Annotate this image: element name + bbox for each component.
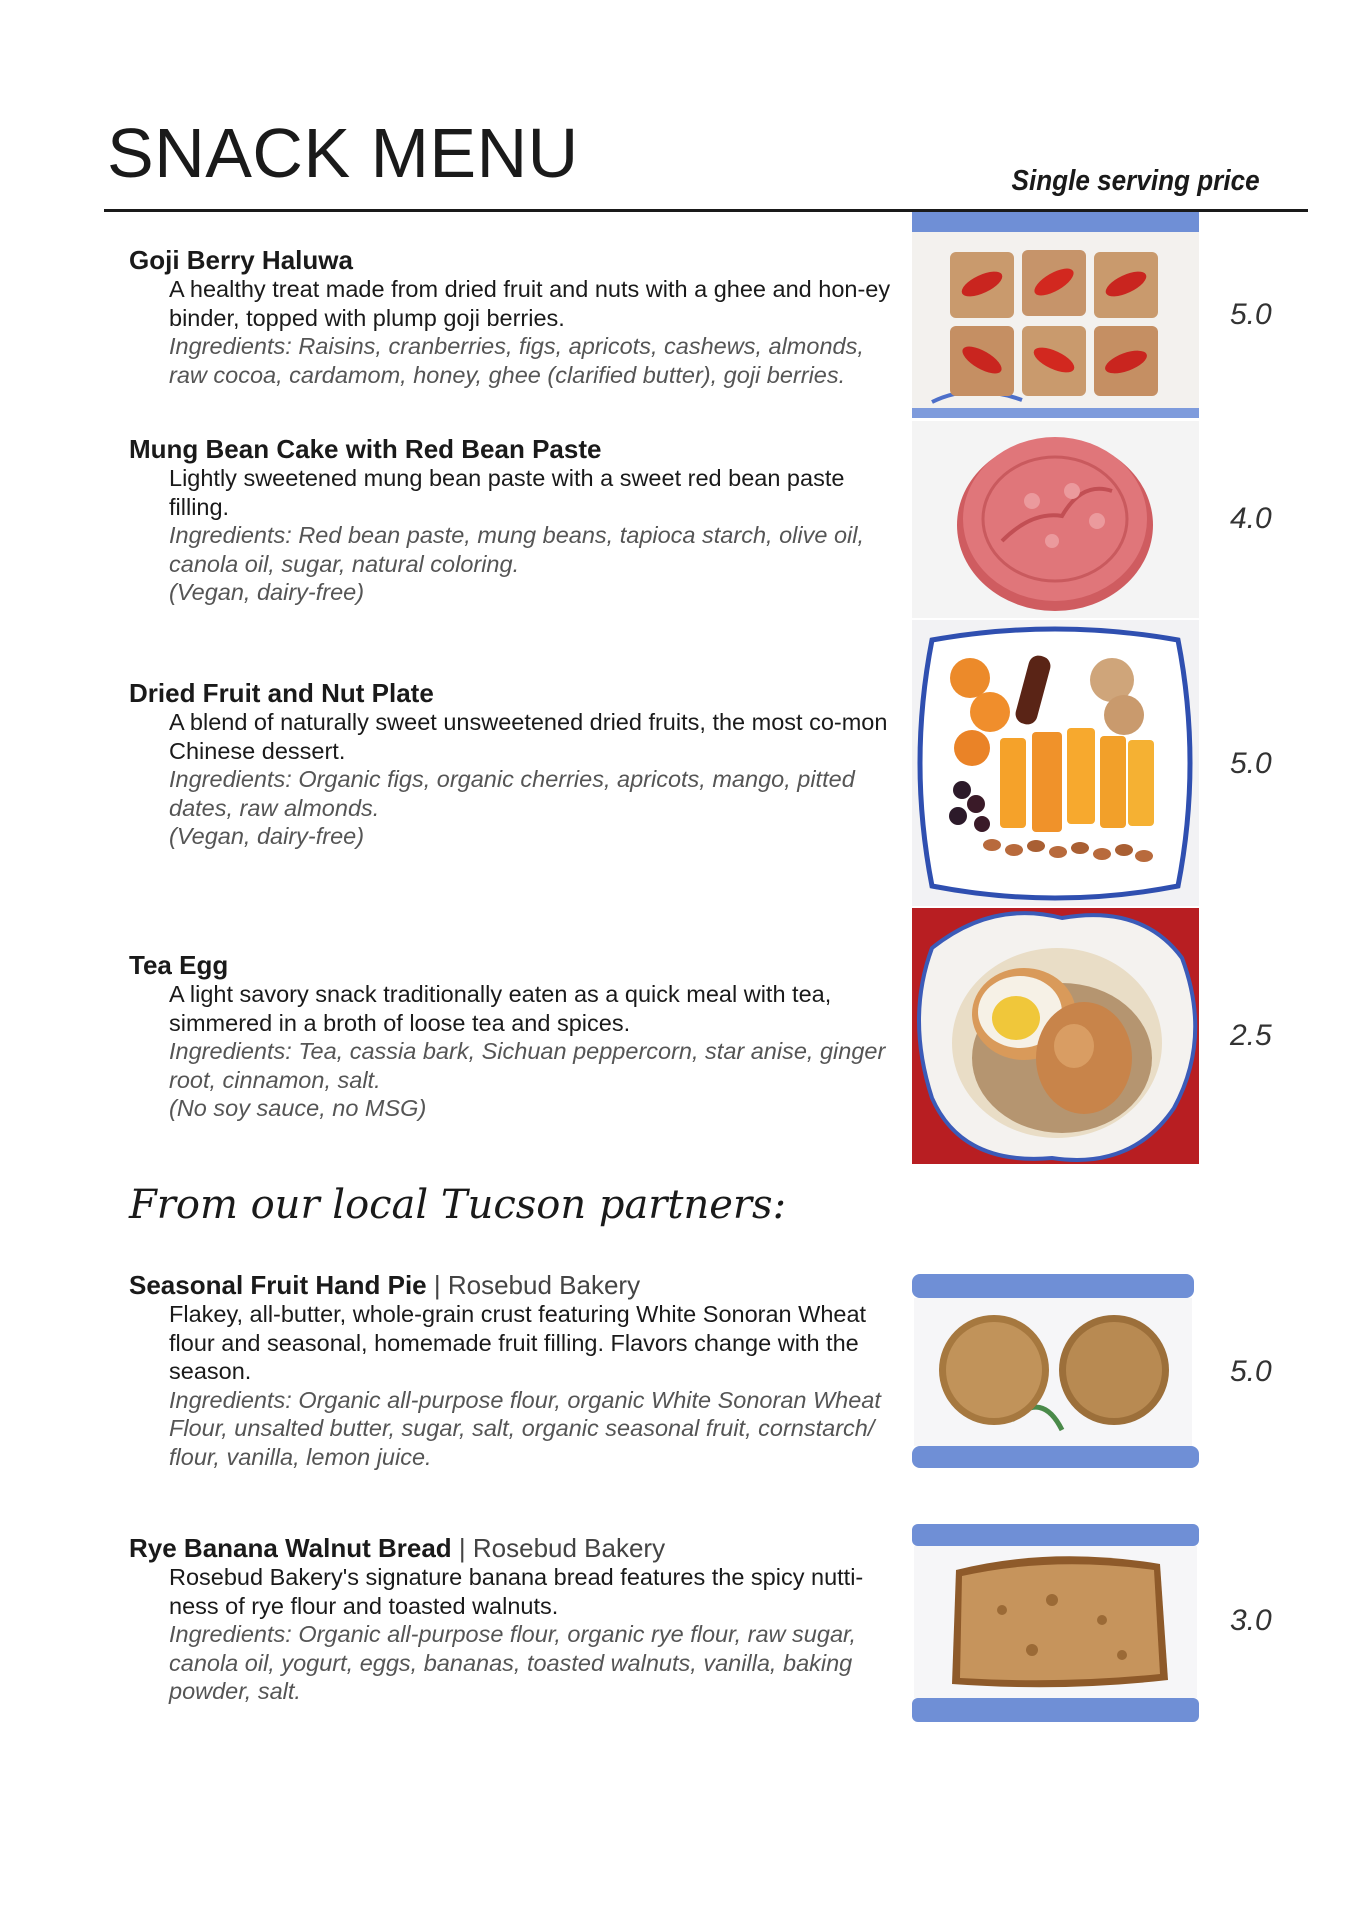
item-dietary-note: (No soy sauce, no MSG): [169, 1095, 427, 1121]
item-price: 3.0: [1230, 1604, 1272, 1637]
tea-egg-photo: [912, 908, 1199, 1164]
item-name-line: [129, 1533, 899, 1563]
item-price: 5.0: [1230, 298, 1272, 331]
item-ingredients: Ingredients: Red bean paste, mung beans, tapioca starch, olive oil, canola oil, sugar, natural coloring.: [169, 522, 864, 577]
item-vendor: Rosebud Bakery: [472, 1533, 666, 1563]
item-ingredients: Ingredients: Organic all-purpose flour, organic rye flour, raw sugar, canola oil, yogurt, eggs, bananas, toasted walnuts, vanilla, baking powder, salt.: [169, 1621, 857, 1704]
banana-bread-photo: [912, 1520, 1199, 1725]
item-name: Dried Fruit and Nut Plate: [129, 678, 434, 708]
dried-fruit-plate-photo: [912, 620, 1199, 906]
mung-bean-cake-photo: [912, 421, 1199, 618]
menu-item-mung-bean-cake: [129, 434, 899, 607]
item-description: A light savory snack traditionally eaten as a quick meal with tea, simmered in a broth of loose tea and spices.: [169, 981, 832, 1036]
item-name: Rye Banana Walnut Bread: [129, 1533, 452, 1563]
vendor-separator: |: [426, 1270, 448, 1300]
item-description: Flakey, all-butter, whole-grain crust featuring White Sonoran Wheat flour and seasonal, homemade fruit filling. Flavors change with the season.: [169, 1301, 867, 1384]
menu-item-seasonal-fruit-hand-pie: [129, 1270, 899, 1471]
item-description: Lightly sweetened mung bean paste with a sweet red bean paste filling.: [169, 465, 845, 520]
item-description: A healthy treat made from dried fruit and nuts with a ghee and hon-ey binder, topped with plump goji berries.: [169, 276, 891, 331]
item-dietary-note: (Vegan, dairy-free): [169, 823, 365, 849]
item-name: Mung Bean Cake with Red Bean Paste: [129, 434, 602, 464]
vendor-separator: |: [451, 1533, 473, 1563]
menu-item-goji-berry-haluwa: [129, 245, 899, 389]
menu-item-rye-banana-walnut-bread: [129, 1533, 899, 1706]
item-dietary-note: (Vegan, dairy-free): [169, 579, 365, 605]
item-ingredients: Ingredients: Organic figs, organic cherries, apricots, mango, pitted dates, raw almonds.: [169, 766, 855, 821]
menu-item-tea-egg: [129, 950, 899, 1123]
item-vendor: Rosebud Bakery: [447, 1270, 641, 1300]
item-ingredients: Ingredients: Raisins, cranberries, figs, apricots, cashews, almonds, raw cocoa, cardamom, honey, ghee (clarified butter), goji berries.: [169, 333, 864, 388]
price-column-header: Single serving price: [1011, 165, 1260, 197]
item-price: 2.5: [1230, 1019, 1272, 1052]
item-name: Seasonal Fruit Hand Pie: [129, 1270, 427, 1300]
menu-item-dried-fruit-plate: [129, 678, 899, 851]
item-price: 5.0: [1230, 1355, 1272, 1388]
item-ingredients: Ingredients: Organic all-purpose flour, organic White Sonoran Wheat Flour, unsalted butter, sugar, salt, organic seasonal fruit, cornstarch/ flour, vanilla, lemon juice.: [169, 1386, 881, 1470]
goji-haluwa-photo: [912, 212, 1199, 418]
item-description: Rosebud Bakery's signature banana bread features the spicy nutti-ness of rye flour and toasted walnuts.: [169, 1564, 864, 1619]
item-price: 4.0: [1230, 502, 1272, 535]
hand-pie-photo: [912, 1270, 1199, 1475]
item-name: Goji Berry Haluwa: [129, 245, 353, 275]
item-ingredients: Ingredients: Tea, cassia bark, Sichuan peppercorn, star anise, ginger root, cinnamon, salt.: [169, 1038, 886, 1093]
item-price: 5.0: [1230, 747, 1272, 780]
partners-section-title: From our local Tucson partners:: [129, 1182, 787, 1228]
item-name-line: [129, 1270, 899, 1300]
item-name: Tea Egg: [129, 950, 229, 980]
item-description: A blend of naturally sweet unsweetened dried fruits, the most co-mon Chinese dessert.: [169, 709, 888, 764]
page-title: SNACK MENU: [107, 114, 579, 192]
